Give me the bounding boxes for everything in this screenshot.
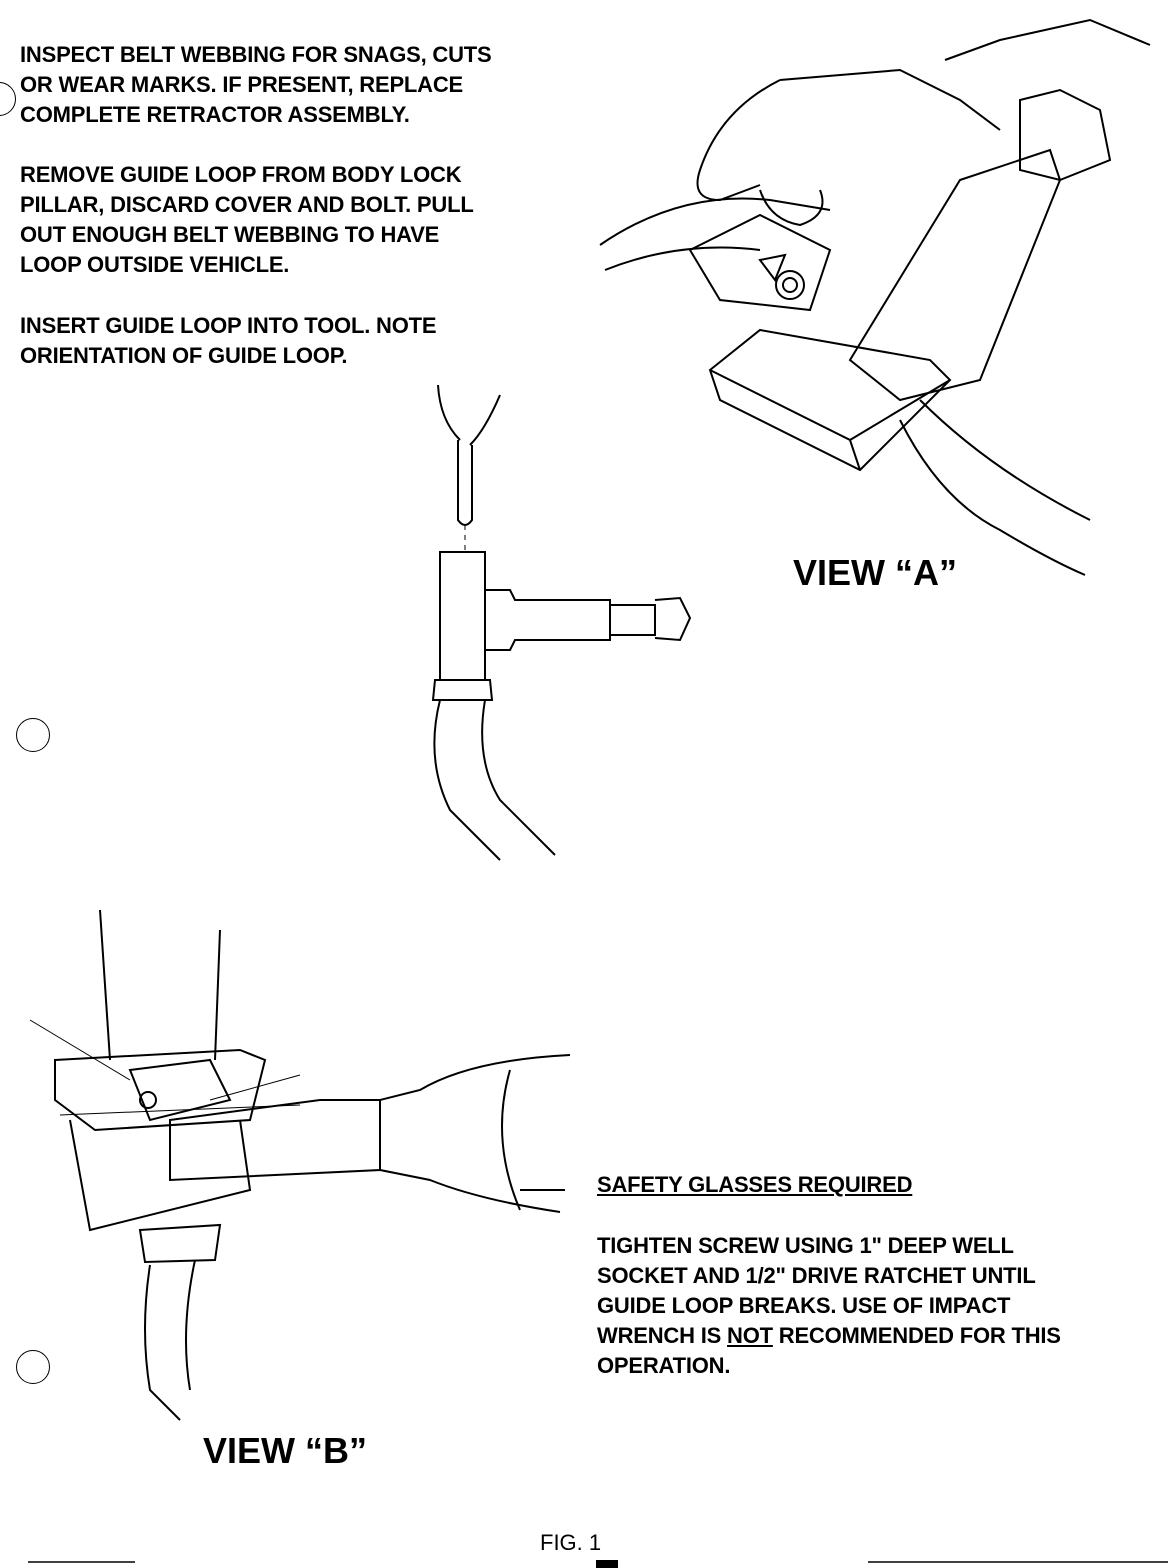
view-b-illustration — [30, 910, 570, 1420]
instruction-step-4 — [597, 1231, 1061, 1381]
step-4-text-a: TIGHTEN SCREW USING 1" DEEP WELL SOCKET AND 1/2" DRIVE RATCHET UNTIL GUIDE LOOP BREAKS. USE OF IMPACT WRENCH IS — [597, 1233, 1036, 1348]
safety-notice: SAFETY GLASSES REQUIRED — [597, 1172, 913, 1197]
step-4-text-b: RECOMMENDED FOR THIS OPERATION. — [597, 1323, 1061, 1378]
guide-loop-tool-illustration — [433, 385, 690, 860]
figure-label: FIG. 1 — [540, 1530, 602, 1555]
instruction-step-1: INSPECT BELT WEBBING FOR SNAGS, CUTS OR WEAR MARKS. IF PRESENT, REPLACE COMPLETE RETRACTOR ASSEMBLY. — [20, 42, 492, 127]
step-4-not-emphasis: NOT — [727, 1323, 773, 1348]
instruction-step-2: REMOVE GUIDE LOOP FROM BODY LOCK PILLAR, DISCARD COVER AND BOLT. PULL OUT ENOUGH BELT WEBBING TO HAVE LOOP OUTSIDE VEHICLE. — [20, 162, 474, 277]
view-a-illustration — [600, 20, 1150, 575]
instruction-step-3: INSERT GUIDE LOOP INTO TOOL. NOTE ORIENTATION OF GUIDE LOOP. — [20, 313, 437, 368]
punch-hole-icon — [16, 1350, 50, 1384]
view-a-label: VIEW “A” — [793, 552, 958, 593]
view-b-label: VIEW “B” — [203, 1430, 368, 1471]
punch-hole-icon — [16, 718, 50, 752]
